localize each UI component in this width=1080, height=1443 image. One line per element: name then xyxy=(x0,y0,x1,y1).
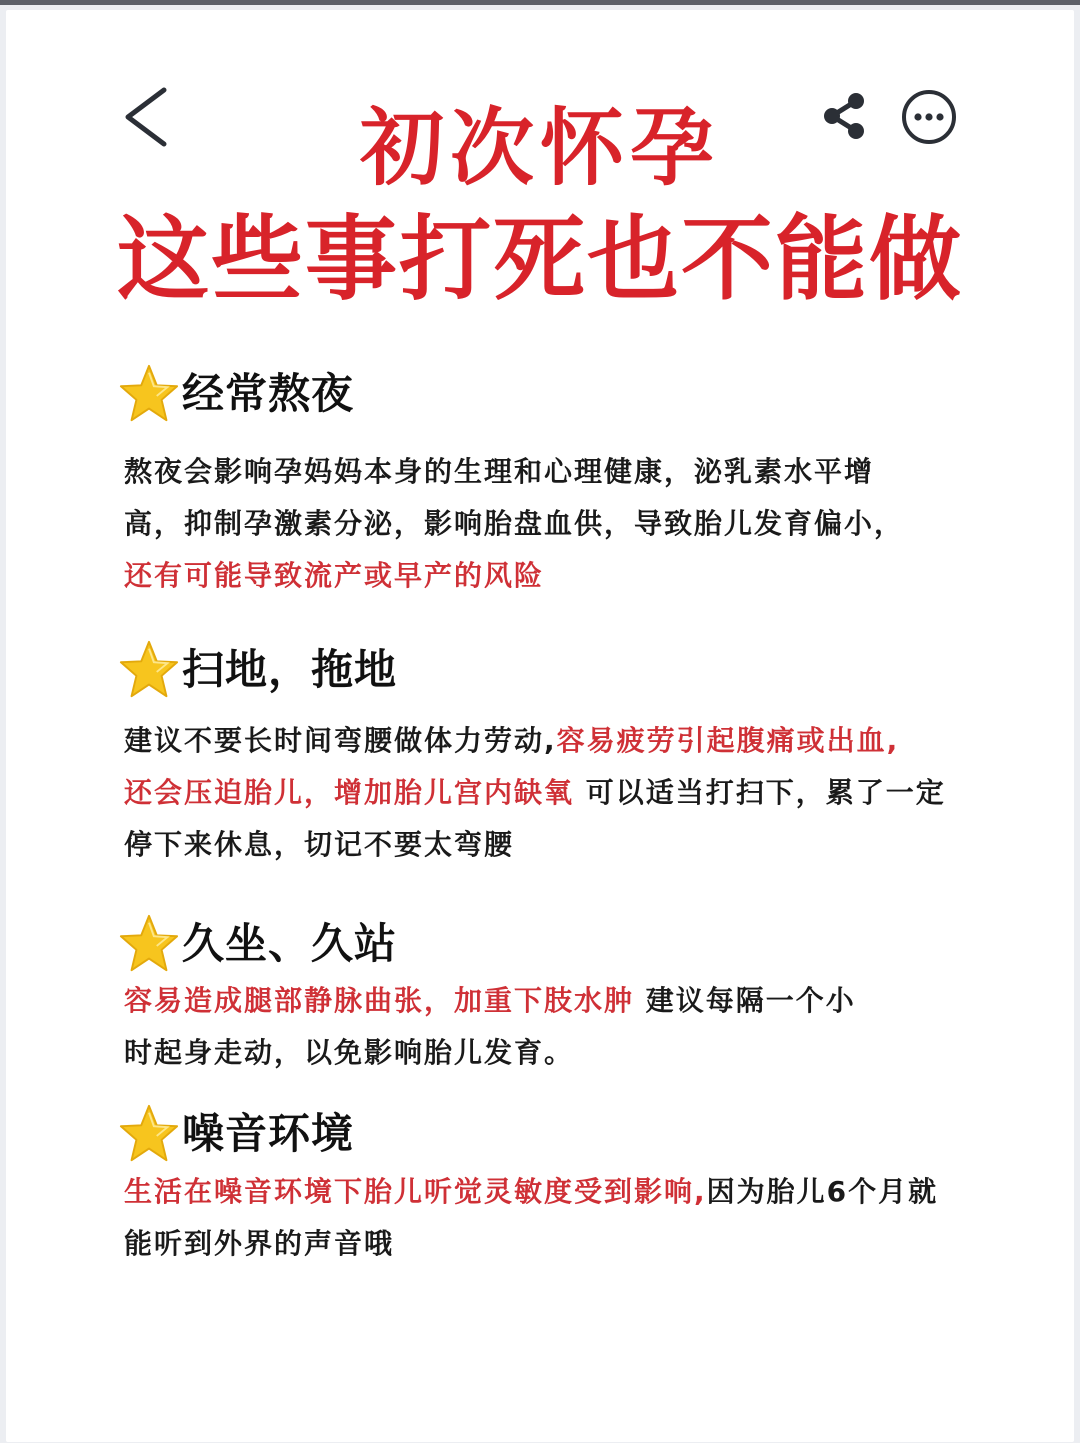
text-line: 能听到外界的声音哦 xyxy=(124,1227,395,1260)
star-icon xyxy=(118,363,180,425)
star-icon xyxy=(118,1103,180,1165)
warning-text: 还会压迫胎儿，增加胎儿宫内缺氧 xyxy=(124,776,575,809)
section-body xyxy=(124,446,1004,602)
text-line: 可以适当打扫下，累了一定 xyxy=(574,776,946,809)
warning-text: 容易疲劳引起腹痛或出血, xyxy=(556,724,900,757)
text-line: 因为胎儿6个月就 xyxy=(706,1175,939,1208)
warning-text: 容易造成腿部静脉曲张，加重下肢水肿 xyxy=(124,984,635,1017)
star-icon xyxy=(118,639,180,701)
section-title: 久坐、久站 xyxy=(182,919,398,968)
section-title: 经常熬夜 xyxy=(182,369,355,418)
text-line: 熬夜会影响孕妈妈本身的生理和心理健康，泌乳素水平增 xyxy=(124,455,875,488)
warning-text: 生活在噪音环境下胎儿听觉灵敏度受到影响, xyxy=(124,1175,707,1208)
section-title: 扫地，拖地 xyxy=(182,645,398,694)
warning-text: 还有可能导致流产或早产的风险 xyxy=(124,559,545,592)
section-body xyxy=(124,1166,1004,1270)
section-heading xyxy=(118,912,397,976)
text-line: 时起身走动，以免影响胎儿发育。 xyxy=(124,1036,575,1069)
section-heading xyxy=(118,362,354,426)
text-line: 停下来休息，切记不要太弯腰 xyxy=(124,828,515,861)
section-title: 噪音环境 xyxy=(182,1109,355,1158)
section-body xyxy=(124,715,1004,871)
section-heading xyxy=(118,1102,354,1166)
section-heading xyxy=(118,638,397,702)
text-line: 建议每隔一个小 xyxy=(634,984,856,1017)
page-title-line-1: 初次怀孕 xyxy=(359,99,720,197)
page-title-line-2: 这些事打死也不能做 xyxy=(116,206,963,313)
text-line: 建议不要长时间弯腰做体力劳动, xyxy=(124,724,557,757)
star-icon xyxy=(118,913,180,975)
section-body xyxy=(124,975,1004,1079)
text-line: 高，抑制孕激素分泌，影响胎盘血供，导致胎儿发育偏小， xyxy=(124,507,905,540)
